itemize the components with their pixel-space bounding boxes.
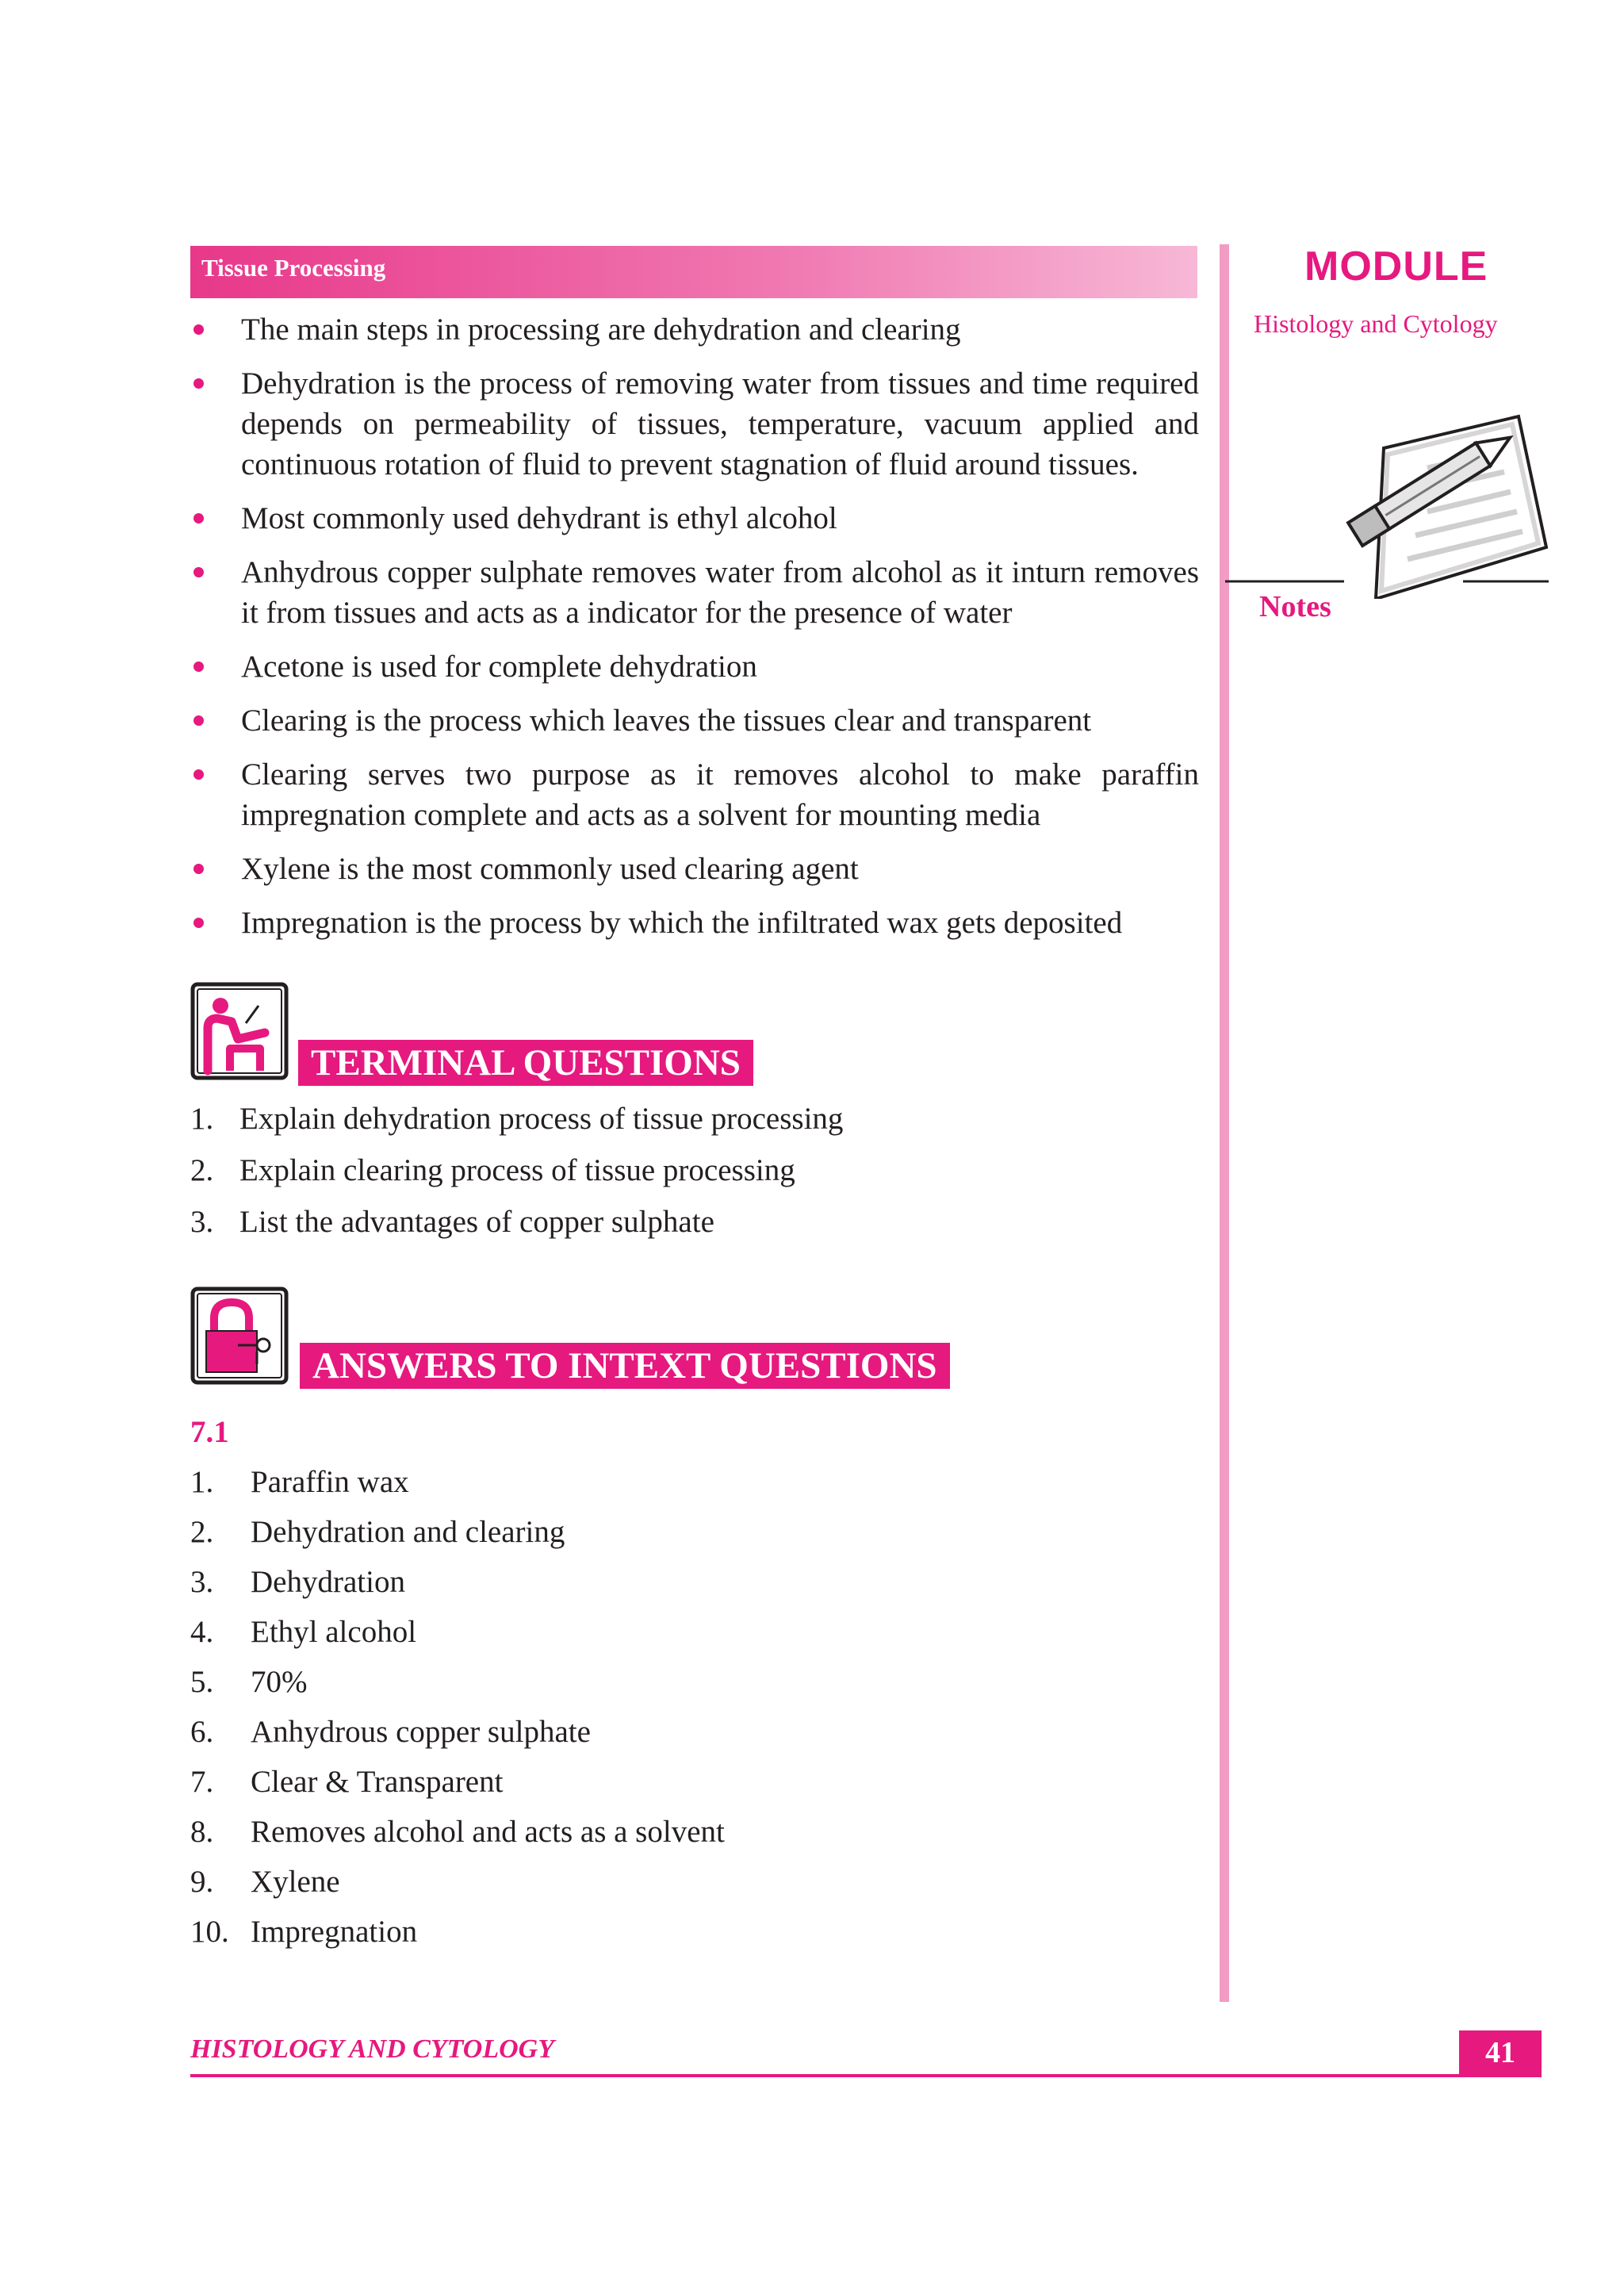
list-item: Clearing serves two purpose as it removes alcohol to make paraffin impregnation complete and acts as a solvent for mounting media — [190, 754, 1199, 835]
list-item: 10. Impregnation — [190, 1915, 418, 1949]
list-item: 2. Dehydration and clearing — [190, 1515, 565, 1549]
list-item: 3. List the advantages of copper sulphate — [190, 1205, 714, 1239]
answers-heading: ANSWERS TO INTEXT QUESTIONS — [300, 1343, 950, 1389]
bullet-icon — [193, 661, 204, 672]
terminal-questions-icon — [190, 982, 289, 1084]
answers-list — [190, 1462, 1197, 1961]
bullet-icon — [193, 324, 204, 335]
bullet-icon — [193, 513, 204, 523]
subsection-number: 7.1 — [190, 1415, 229, 1449]
notes-label: Notes — [1259, 590, 1331, 623]
bullet-icon — [193, 864, 204, 874]
module-label: MODULE — [1304, 243, 1488, 290]
list-item: 5. 70% — [190, 1665, 308, 1699]
list-item: Impregnation is the process by which the infiltrated wax gets deposited — [190, 903, 1199, 943]
list-item: 3. Dehydration — [190, 1565, 405, 1599]
terminal-questions-heading: TERMINAL QUESTIONS — [298, 1040, 753, 1086]
page-number: 41 — [1459, 2030, 1542, 2077]
footer-book-title: HISTOLOGY AND CYTOLOGY — [190, 2034, 554, 2064]
answers-lock-icon — [190, 1286, 289, 1389]
list-item: Clearing is the process which leaves the tissues clear and transparent — [190, 700, 1199, 741]
list-item: 7. Clear & Transparent — [190, 1765, 504, 1799]
footer-rule — [190, 2074, 1459, 2077]
list-item: 9. Xylene — [190, 1865, 340, 1899]
section-title: Tissue Processing — [201, 254, 386, 282]
module-subject: Histology and Cytology — [1254, 309, 1498, 338]
key-points-list — [190, 309, 1199, 957]
bullet-icon — [193, 715, 204, 726]
list-item: 4. Ethyl alcohol — [190, 1615, 417, 1649]
list-item: 2. Explain clearing process of tissue processing — [190, 1153, 795, 1187]
list-item: Dehydration is the process of removing water from tissues and time required depends on permeability of tissues, temperature, vacuum applied and continuous rotation of fluid to prevent stagnation of fluid around tissues. — [190, 363, 1199, 485]
bullet-icon — [193, 769, 204, 780]
notes-pencil-icon — [1225, 401, 1550, 603]
list-item: 6. Anhydrous copper sulphate — [190, 1715, 591, 1749]
list-item: Acetone is used for complete dehydration — [190, 646, 1199, 687]
terminal-questions-list — [190, 1099, 1197, 1253]
list-item: 8. Removes alcohol and acts as a solvent — [190, 1815, 725, 1849]
bullet-icon — [193, 918, 204, 928]
list-item: 1. Paraffin wax — [190, 1465, 409, 1499]
list-item: The main steps in processing are dehydration and clearing — [190, 309, 1199, 350]
list-item: 1. Explain dehydration process of tissue processing — [190, 1102, 844, 1136]
list-item: Xylene is the most commonly used clearing agent — [190, 849, 1199, 889]
list-item: Anhydrous copper sulphate removes water from alcohol as it inturn removes it from tissues and acts as a indicator for the presence of water — [190, 552, 1199, 633]
bullet-icon — [193, 567, 204, 577]
bullet-icon — [193, 378, 204, 389]
list-item: Most commonly used dehydrant is ethyl alcohol — [190, 498, 1199, 539]
